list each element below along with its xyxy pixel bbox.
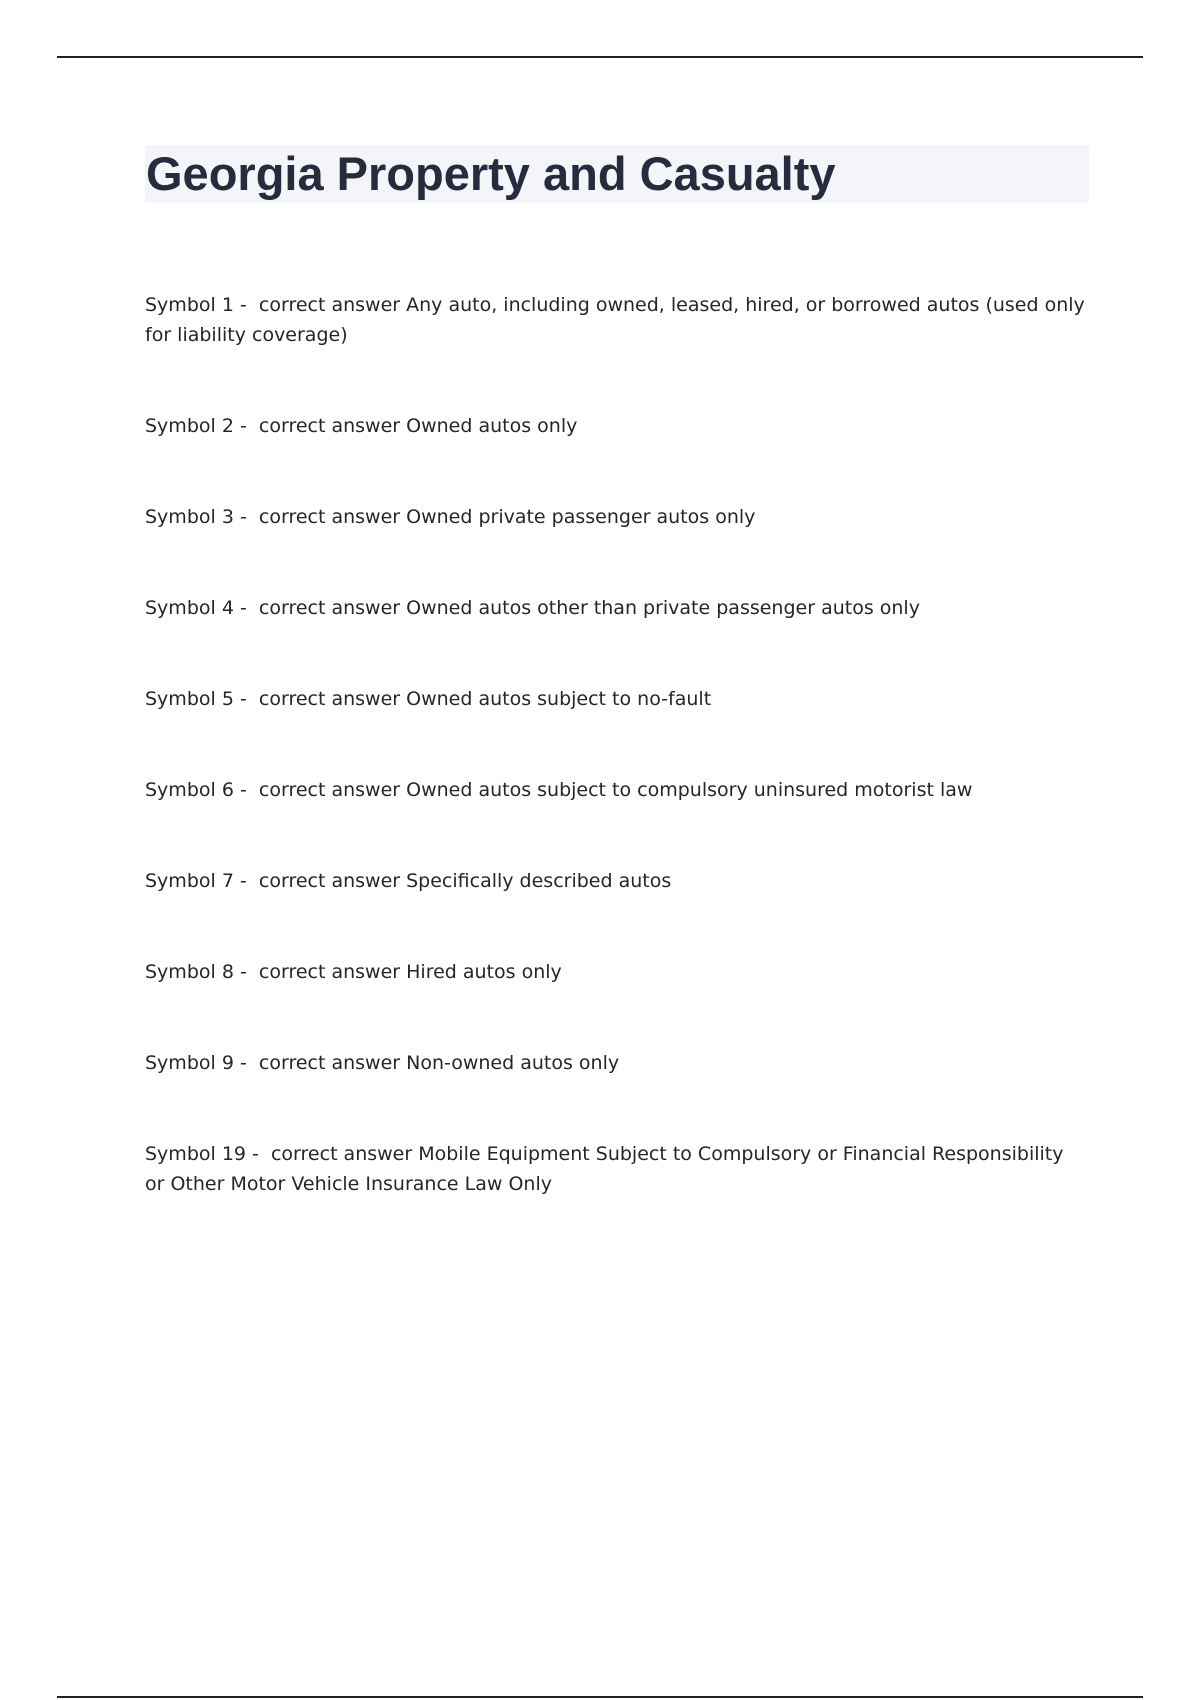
symbol-answer: correct answer Mobile Equipment Subject to Compulsory or Financial Responsibility or Other Motor Vehicle Insurance Law Only (145, 1143, 1064, 1195)
list-item (145, 866, 1085, 896)
footer-rule (57, 1696, 1143, 1698)
symbol-list (145, 290, 1085, 1260)
symbol-label: Symbol 4 - (145, 597, 253, 619)
symbol-label: Symbol 2 - (145, 415, 253, 437)
list-item (145, 290, 1085, 350)
list-item (145, 775, 1085, 805)
list-item (145, 684, 1085, 714)
symbol-answer: correct answer Specifically described autos (258, 870, 672, 892)
symbol-answer: correct answer Owned autos subject to compulsory uninsured motorist law (258, 779, 973, 801)
list-item (145, 593, 1085, 623)
symbol-answer: correct answer Owned autos other than private passenger autos only (258, 597, 920, 619)
symbol-answer: correct answer Non-owned autos only (258, 1052, 620, 1074)
symbol-label: Symbol 3 - (145, 506, 253, 528)
symbol-label: Symbol 19 - (145, 1143, 265, 1165)
document-title: Georgia Property and Casualty (146, 147, 836, 200)
list-item (145, 411, 1085, 441)
symbol-answer: correct answer Owned autos subject to no-fault (258, 688, 712, 710)
symbol-label: Symbol 1 - (145, 294, 253, 316)
list-item (145, 502, 1085, 532)
symbol-answer: correct answer Owned autos only (258, 415, 578, 437)
symbol-label: Symbol 8 - (145, 961, 253, 983)
symbol-answer: correct answer Hired autos only (258, 961, 562, 983)
list-item (145, 1048, 1085, 1078)
symbol-label: Symbol 9 - (145, 1052, 253, 1074)
symbol-answer: correct answer Owned private passenger autos only (258, 506, 756, 528)
list-item (145, 1139, 1085, 1199)
symbol-label: Symbol 7 - (145, 870, 253, 892)
symbol-label: Symbol 5 - (145, 688, 253, 710)
symbol-answer: correct answer Any auto, including owned, leased, hired, or borrowed autos (used only for liability coverage) (145, 294, 1085, 346)
symbol-label: Symbol 6 - (145, 779, 253, 801)
list-item (145, 957, 1085, 987)
header-rule (57, 56, 1143, 58)
